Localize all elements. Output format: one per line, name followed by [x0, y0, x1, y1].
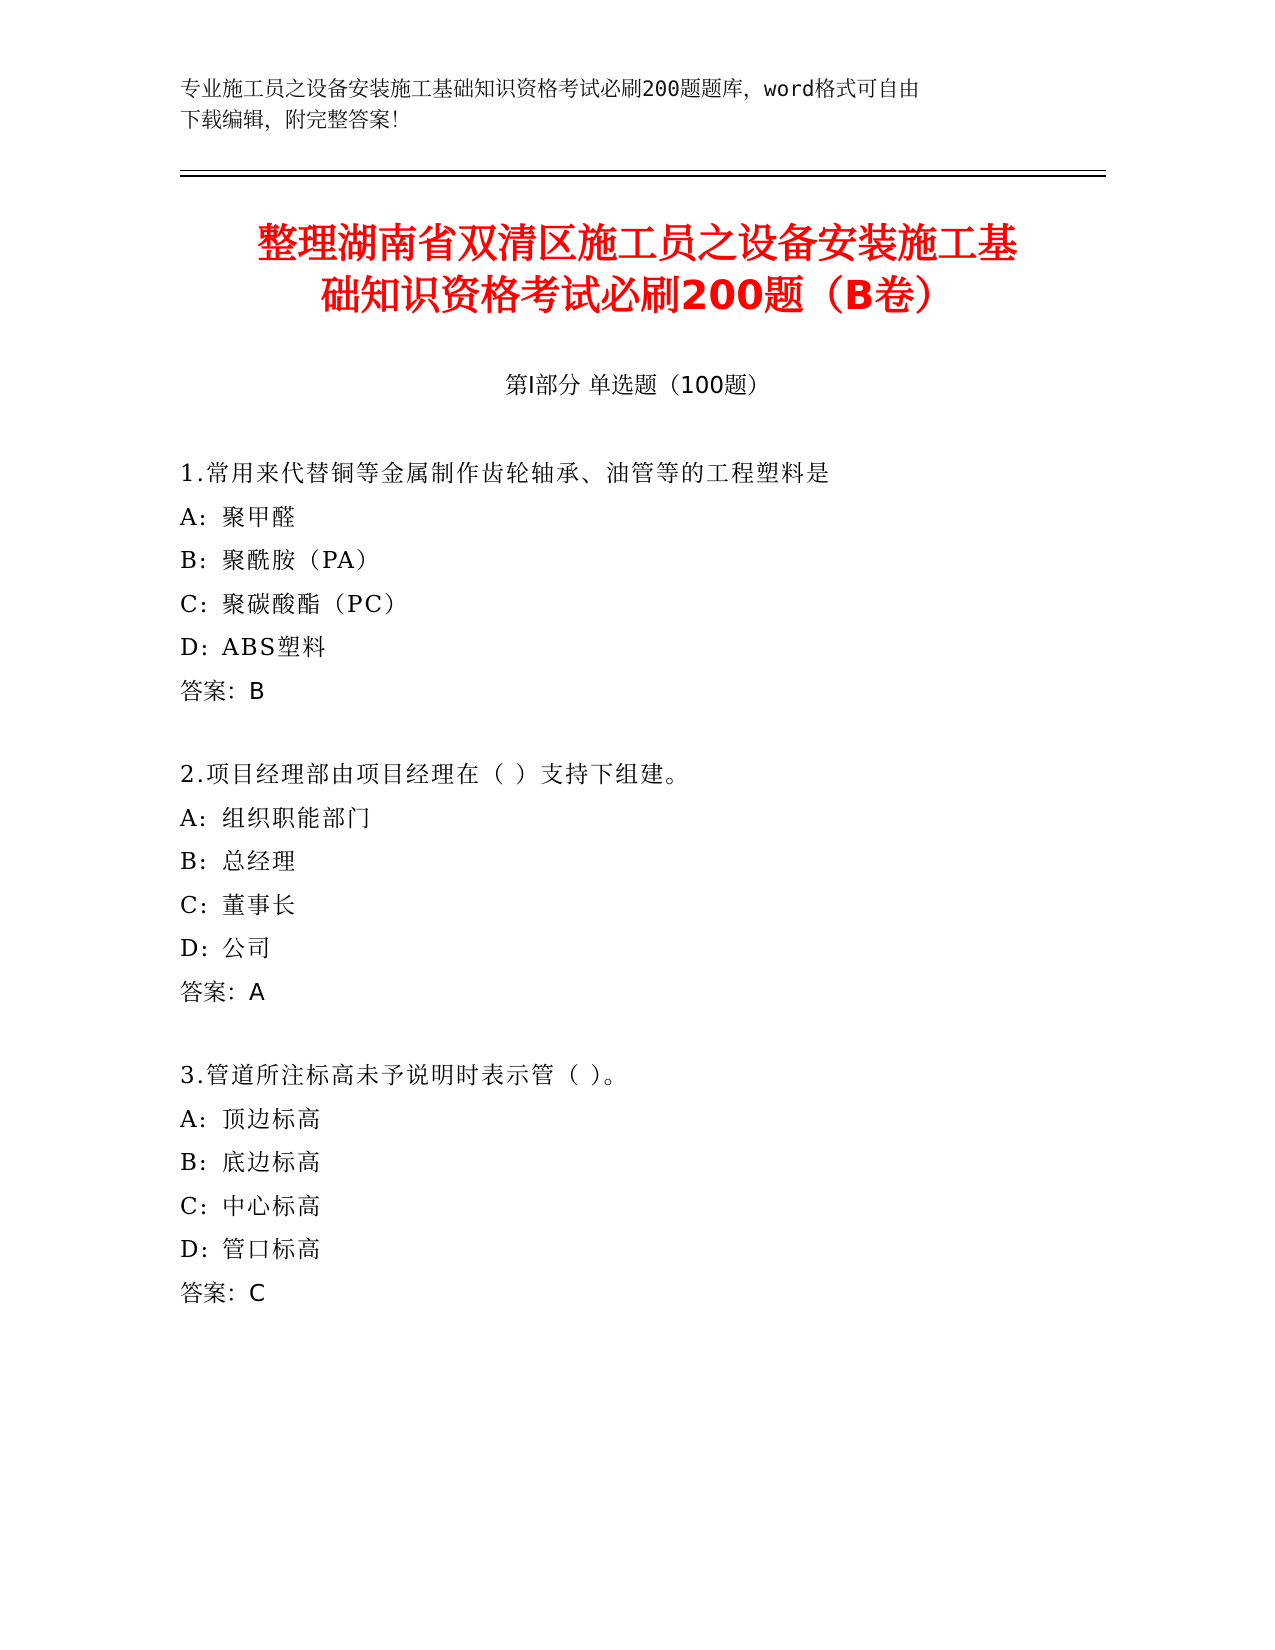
option-key: B: [180, 548, 209, 575]
option-key: C: [180, 1193, 210, 1220]
option-key: A: [180, 504, 209, 531]
document-title-line-2: 础知识资格考试必刷200题（B卷） [320, 273, 955, 319]
option-text: 组织职能部门 [222, 805, 372, 832]
header-note-line-1: 专业施工员之设备安装施工基础知识资格考试必刷200题题库，word格式可自由 [180, 77, 920, 101]
answer: 答案：A [180, 979, 265, 1006]
question-item [180, 757, 1080, 1015]
option-a [180, 1102, 1080, 1146]
header-note-line-2: 下载编辑，附完整答案！ [180, 108, 411, 132]
option-text: 董事长 [222, 892, 297, 919]
option-d [180, 630, 1080, 674]
option-text: 总经理 [222, 849, 297, 876]
option-text: 管口标高 [222, 1237, 322, 1264]
option-text: 聚碳酸酯（PC） [222, 591, 410, 618]
question-stem: 3.管道所注标高未予说明时表示管（ ）。 [180, 1062, 629, 1089]
section-title: 第Ⅰ部分 单选题（100题） [505, 373, 770, 399]
option-text: 公司 [222, 936, 272, 963]
option-key: D: [180, 936, 211, 963]
header-note [180, 74, 1080, 136]
option-text: 底边标高 [222, 1150, 322, 1177]
option-a [180, 801, 1080, 845]
option-b [180, 543, 1080, 587]
question-item [180, 456, 1080, 714]
answer: 答案：C [180, 1280, 266, 1307]
option-text: 中心标高 [222, 1193, 322, 1220]
option-c [180, 587, 1080, 631]
option-key: C: [180, 591, 210, 618]
header-divider-thick [180, 175, 1106, 177]
option-key: D: [180, 1237, 211, 1264]
answer: 答案：B [180, 678, 265, 705]
option-text: ABS塑料 [222, 635, 328, 662]
header-divider-thin [180, 170, 1106, 171]
option-c [180, 1189, 1080, 1233]
option-key: A: [180, 805, 209, 832]
option-text: 聚甲醛 [222, 504, 297, 531]
option-key: D: [180, 635, 211, 662]
option-key: A: [180, 1106, 209, 1133]
option-c [180, 888, 1080, 932]
question-item [180, 1058, 1080, 1316]
option-d [180, 1232, 1080, 1276]
option-key: B: [180, 849, 209, 876]
option-key: B: [180, 1150, 209, 1177]
option-b [180, 1145, 1080, 1189]
question-stem: 2.项目经理部由项目经理在（ ）支持下组建。 [180, 761, 691, 788]
document-title [150, 218, 1125, 322]
document-title-line-1: 整理湖南省双清区施工员之设备安装施工基 [257, 221, 1018, 267]
option-key: C: [180, 892, 210, 919]
option-d [180, 931, 1080, 975]
question-stem: 1.常用来代替铜等金属制作齿轮轴承、油管等的工程塑料是 [180, 461, 831, 487]
option-b [180, 844, 1080, 888]
question-list [180, 456, 1080, 1359]
option-text: 聚酰胺（PA） [222, 548, 381, 575]
option-text: 顶边标高 [222, 1106, 322, 1133]
option-a [180, 500, 1080, 544]
